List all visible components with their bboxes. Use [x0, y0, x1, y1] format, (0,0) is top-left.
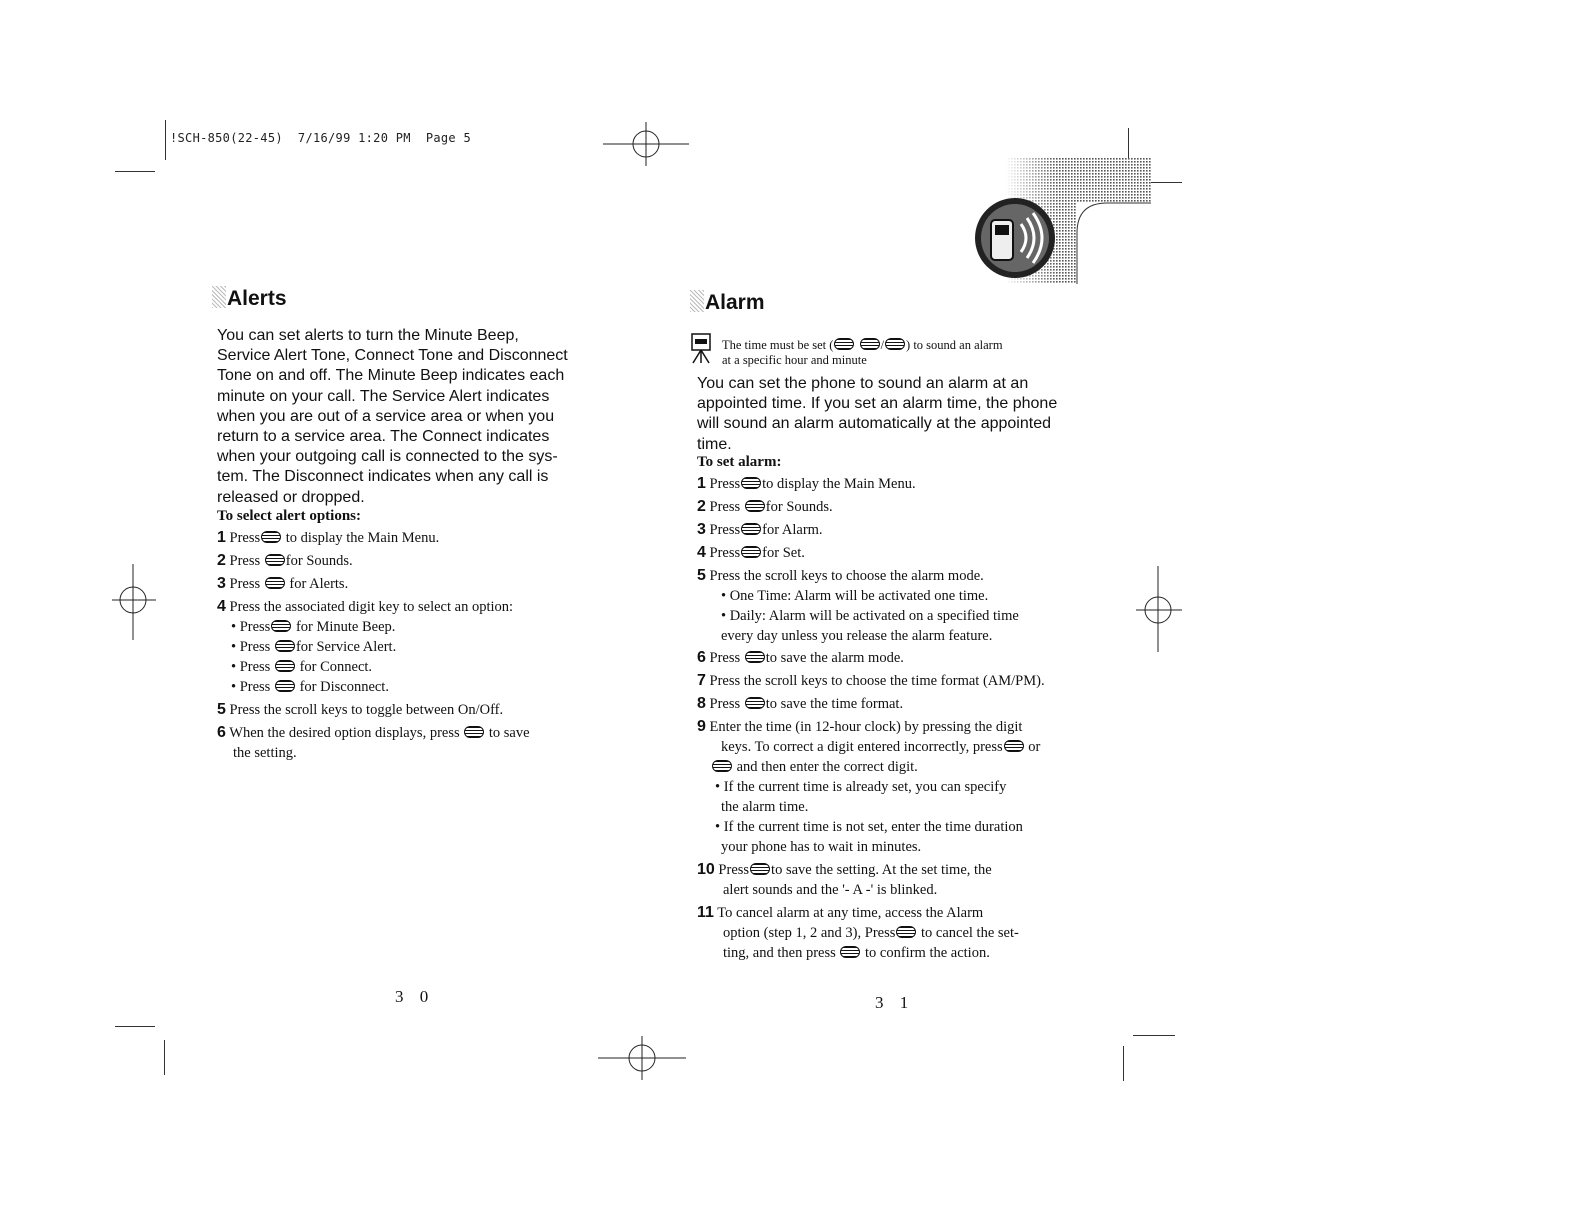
crop-mark — [115, 171, 155, 172]
list-item: 11 To cancel alarm at any time, access the Alarm — [697, 904, 984, 921]
heading-ornament-icon — [212, 286, 226, 308]
list-item: 9 Enter the time (in 12-hour clock) by pressing the digit — [697, 718, 1023, 735]
scroll-left-key-icon — [1004, 740, 1024, 752]
list-item: 7 Press the scroll keys to choose the time format (AM/PM). — [697, 672, 1045, 689]
menu-key-icon — [261, 531, 281, 543]
page-number-right: 3 1 — [875, 993, 915, 1012]
list-item: 1 Press to display the Main Menu. — [217, 529, 440, 546]
list-item: 4 Press for Set. — [697, 544, 805, 561]
registration-mark-icon — [112, 564, 156, 640]
key-3-icon — [275, 640, 295, 652]
alarm-heading: Alarm — [690, 290, 765, 315]
alerts-heading: Alerts — [212, 286, 287, 311]
list-item: 2 Press for Sounds. — [217, 552, 353, 569]
print-slug: !SCH-850(22-45) 7/16/99 1:20 PM Page 5 — [170, 131, 471, 145]
registration-mark-icon — [603, 122, 689, 166]
list-item: 8 Press to save the time format. — [697, 695, 904, 712]
menu-key-icon — [834, 338, 854, 350]
key-8-icon — [860, 338, 880, 350]
list-item: • Press for Service Alert. — [231, 639, 397, 655]
list-item: 10 Press to save the setting. At the set time, the — [697, 861, 992, 878]
crop-mark — [1133, 1035, 1175, 1036]
key-1-icon — [741, 546, 761, 558]
alerts-intro: You can set alerts to turn the Minute Beep, Service Alert Tone, Connect Tone and Disconnect Tone on and off. The Minute Beep indicates each minute on your call. The Service Alert indicates when you are out of a service area or when you return to a service area. The Connect indicates when your outgoing call is connected to the sys- tem. The Disconnect indicates when any call is released or dropped. — [217, 327, 568, 506]
save-key-icon — [750, 863, 770, 875]
list-item: 6 When the desired option displays, press to save — [217, 724, 530, 741]
crop-mark — [115, 1026, 155, 1027]
list-item: • Press for Connect. — [231, 659, 373, 675]
list-item: • If the current time is already set, you can specify — [715, 779, 1007, 795]
list-item: • Daily: Alarm will be activated on a specified time — [721, 608, 1019, 624]
key-9-icon — [275, 660, 295, 672]
save-key-icon — [464, 726, 484, 738]
list-item: • Press for Minute Beep. — [231, 619, 396, 635]
note-icon — [690, 332, 712, 364]
registration-mark-icon — [598, 1036, 686, 1080]
key-4-icon — [275, 680, 295, 692]
registration-mark-icon — [1136, 566, 1182, 652]
note-text: The time must be set ( / ) to sound an alarm at a specific hour and minute — [722, 338, 1003, 367]
key-9-icon — [265, 577, 285, 589]
list-item: 6 Press to save the alarm mode. — [697, 649, 904, 666]
save-key-icon — [840, 946, 860, 958]
list-item: • Press for Disconnect. — [231, 679, 389, 695]
menu-key-icon — [741, 477, 761, 489]
phone-alarm-illustration-icon — [975, 158, 1151, 284]
list-item: • One Time: Alarm will be activated one time. — [721, 588, 989, 604]
alarm-subheading: To set alarm: — [697, 454, 782, 470]
alerts-subheading: To select alert options: — [217, 508, 362, 524]
page-number-left: 3 0 — [395, 987, 435, 1006]
alarm-intro: You can set the phone to sound an alarm at an appointed time. If you set an alarm time, the phone will sound an alarm automatically at the appointed time. — [697, 375, 1058, 453]
list-item: 3 Press for Alerts. — [217, 575, 349, 592]
list-item: 1 Press to display the Main Menu. — [697, 475, 916, 492]
scroll-right-key-icon — [712, 760, 732, 772]
crop-mark — [164, 1040, 165, 1075]
crop-mark — [1123, 1046, 1124, 1081]
list-item: 3 Press for Alarm. — [697, 521, 823, 538]
save-key-icon — [745, 697, 765, 709]
list-item: 2 Press for Sounds. — [697, 498, 833, 515]
key-4-icon — [741, 523, 761, 535]
list-item: 5 Press the scroll keys to choose the alarm mode. — [697, 567, 984, 584]
list-item: • If the current time is not set, enter the time duration — [715, 819, 1023, 835]
key-5-icon — [265, 554, 285, 566]
key-1-icon — [271, 620, 291, 632]
key-3-icon — [896, 926, 916, 938]
alarm-steps: 1 Press to display the Main Menu. 2 Press for Sounds. 3 Press for Alarm. 4 Press for Set. 5 Press the scroll keys to choose the alarm mode. • One Time: Alarm will be activated one time. • Daily: Alarm will be activated on a specified time every day unless you release the alarm feature. 6 Press to save the alarm mode. 7 Press the scroll keys to choose the time format (AM/PM). 8 Press to save the time format. 9 Enter the time (in 12-hour clock) by pressing the digit keys. To correct a digit entered incorrectly, press or and then enter the correct digit. • If the current time is already set, you can specify the alarm time. • If the current time is not set, enter the time duration your phone has to wait in minutes. 10 Press to save the setting. At the set time, the alert sounds and the '- A -' is blinked. 11 To cancel alarm at any time, access the Alarm option (step 1, 2 and 3), Press to cancel the set- ting, and then press to confirm the action. — [697, 475, 1045, 961]
alerts-steps: 1 Press to display the Main Menu. 2 Press for Sounds. 3 Press for Alerts. 4 Press the associated digit key to select an option: • Press for Minute Beep. • Press for Service Alert. • Press for Connect. • Press for Disconnect. 5 Press the scroll keys to toggle between On/Off. 6 When the desired option displays, press to save the setting. — [217, 529, 530, 761]
crop-mark — [165, 120, 166, 160]
save-key-icon — [745, 651, 765, 663]
list-item: 4 Press the associated digit key to select an option: — [217, 598, 514, 615]
key-1-icon — [885, 338, 905, 350]
heading-ornament-icon — [690, 290, 704, 312]
list-item: 5 Press the scroll keys to toggle between On/Off. — [217, 701, 504, 718]
key-5-icon — [745, 500, 765, 512]
